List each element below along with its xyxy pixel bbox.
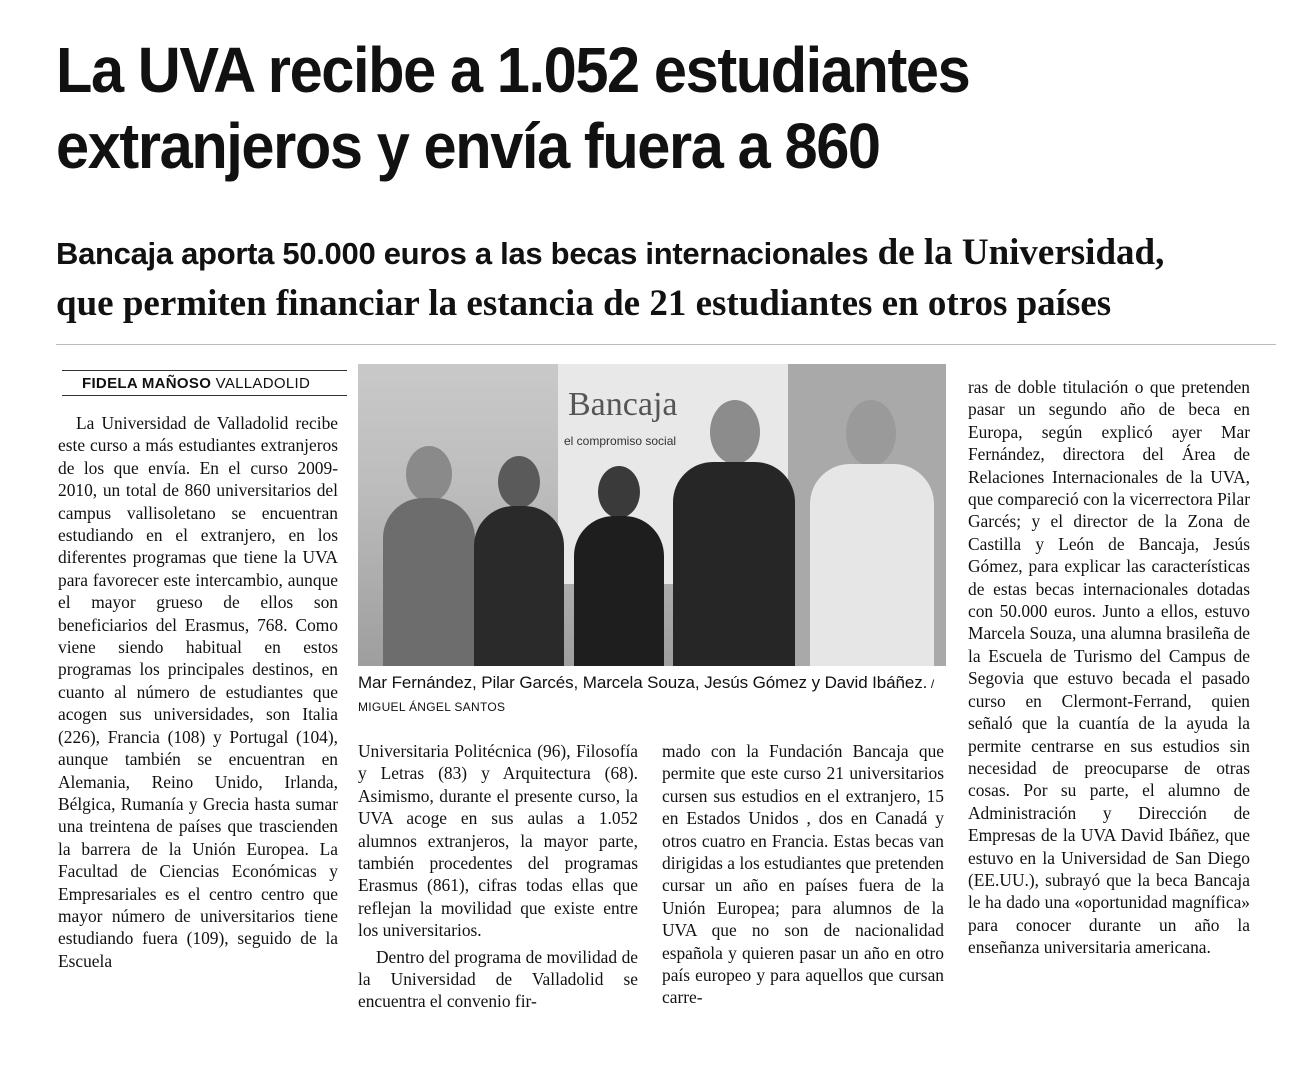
column-1-paragraph: La Universidad de Valladolid recibe este curso a más estudiantes extranjeros de los que envía. En el curso 2009-2010, un total de 860 universitarios del campus vallisoletano se encuentran estudiando en el extranjero, en los diferentes programas que tiene la UVA para favorecer este intercambio, aunque el mayor grueso de ellos son beneficiarios del Erasmus, 768. Como viene siendo habitual en estos programas los principales destinos, en cuanto al número de estudiantes que acogen sus universidades, son Italia (226), Francia (108) y Portugal (104), aunque también se encuentran en Alemania, Reino Unido, Irlanda, Bélgica, Rumanía y Grecia hasta sumar una treintena de países que trascienden la barrera de la Unión Europea. La Facultad de Ciencias Económicas y Empresariales es el centro centro que mayor número de universitarios tiene estudiando fuera (109), seguido de la Escuela	[58, 413, 338, 971]
person-body	[673, 462, 795, 666]
person-body	[810, 464, 934, 666]
photo-person-2	[468, 456, 568, 666]
caption-text: Mar Fernández, Pilar Garcés, Marcela Souza, Jesús Gómez y David Ibáñez.	[358, 673, 928, 692]
photo-person-3	[568, 466, 668, 666]
headline	[56, 32, 1153, 184]
person-body	[574, 516, 664, 666]
column-2-paragraph-2: Dentro del programa de movilidad de la Universidad de Valladolid se encuentra el convenio fir-	[358, 946, 638, 1012]
column-4-paragraph: ras de doble titulación o que pretenden pasar un segundo año de beca en Europa, según explicó ayer Mar Fernández, directora del Área de Relaciones Internacionales de la UVA, que compareció con la vicerrectora Pilar Garcés; y el director de la Zona de Castilla y León de Bancaja, Jesús Gómez, para explicar las características de estas becas internacionales dotadas con 50.000 euros. Junto a ellos, estuvo Marcela Souza, una alumna brasileña de la Escuela de Turismo del Campus de Segovia que estuvo becada el pasado curso en Clermont-Ferrand, quien señaló que la cuantía de la ayuda la permite centrarse en sus estudios sin necesidad de preocuparse de otras cosas. Por su parte, el alumno de Administración y Dirección de Empresas de la UVA David Ibáñez, que estuvo en la Universidad de San Diego (EE.UU.), subrayó que la beca Bancaja le ha dado una «oportunidad magnífica» para conocer durante un año la enseñanza universitaria americana.	[968, 377, 1250, 958]
photo-person-5	[806, 400, 936, 666]
subheadline-rest: de la Universidad,	[868, 232, 1165, 273]
photo-person-4	[668, 400, 798, 666]
news-photo	[358, 364, 946, 666]
headline-line-2: extranjeros y envía fuera a 860	[56, 110, 880, 182]
column-3-paragraph: mado con la Fundación Bancaja que permite que este curso 21 universitarios cursen sus estudios en el extranjero, 15 en Estados Unidos , dos en Canadá y otros cuatro en Francia. Estas becas van dirigidas a los estudiantes que pretenden cursar un año en países fuera de la Unión Europea; para alumnos de la UVA que no son de nacionalidad española y quieren pasar un año en otro país europeo y para aquellos que cursan carre-	[662, 741, 944, 1008]
subheadline-line-2: que permiten financiar la estancia de 21 estudiantes en otros países	[56, 283, 1112, 324]
bancaja-slogan: el compromiso social	[564, 434, 677, 448]
person-body	[383, 498, 475, 666]
article-column-3	[662, 740, 944, 1009]
byline-location: VALLADOLID	[215, 375, 311, 392]
headline-line-1: La UVA recibe a 1.052 estudiantes	[56, 34, 970, 106]
photo-credit: / MIGUEL ÁNGEL SANTOS	[358, 677, 935, 714]
column-2-paragraph-1: Universitaria Politécnica (96), Filosofía y Letras (83) y Arquitectura (68). Asimismo, durante el presente curso, la UVA acoge en sus aulas a 1.052 alumnos extranjeros, la mayor parte, también procedentes del programas Erasmus (861), cifras todas ellas que reflejan la movilidad que existe entre los universitarios.	[358, 741, 638, 941]
bancaja-logo: Bancaja	[568, 386, 678, 423]
person-head	[846, 400, 896, 466]
byline-author: FIDELA MAÑOSO	[82, 375, 212, 392]
subheadline	[56, 228, 1266, 329]
person-head	[710, 400, 760, 464]
person-head	[598, 466, 640, 518]
article-column-1	[58, 412, 338, 972]
article-column-2	[358, 740, 638, 1013]
person-head	[498, 456, 540, 508]
photo-person-1	[378, 446, 478, 666]
article-column-4	[968, 376, 1250, 959]
person-head	[406, 446, 452, 502]
byline	[62, 370, 347, 396]
section-divider	[56, 344, 1276, 345]
subheadline-bold: Bancaja aporta 50.000 euros a las becas internacionales	[56, 236, 869, 271]
person-body	[474, 506, 564, 666]
photo-caption	[358, 672, 948, 718]
